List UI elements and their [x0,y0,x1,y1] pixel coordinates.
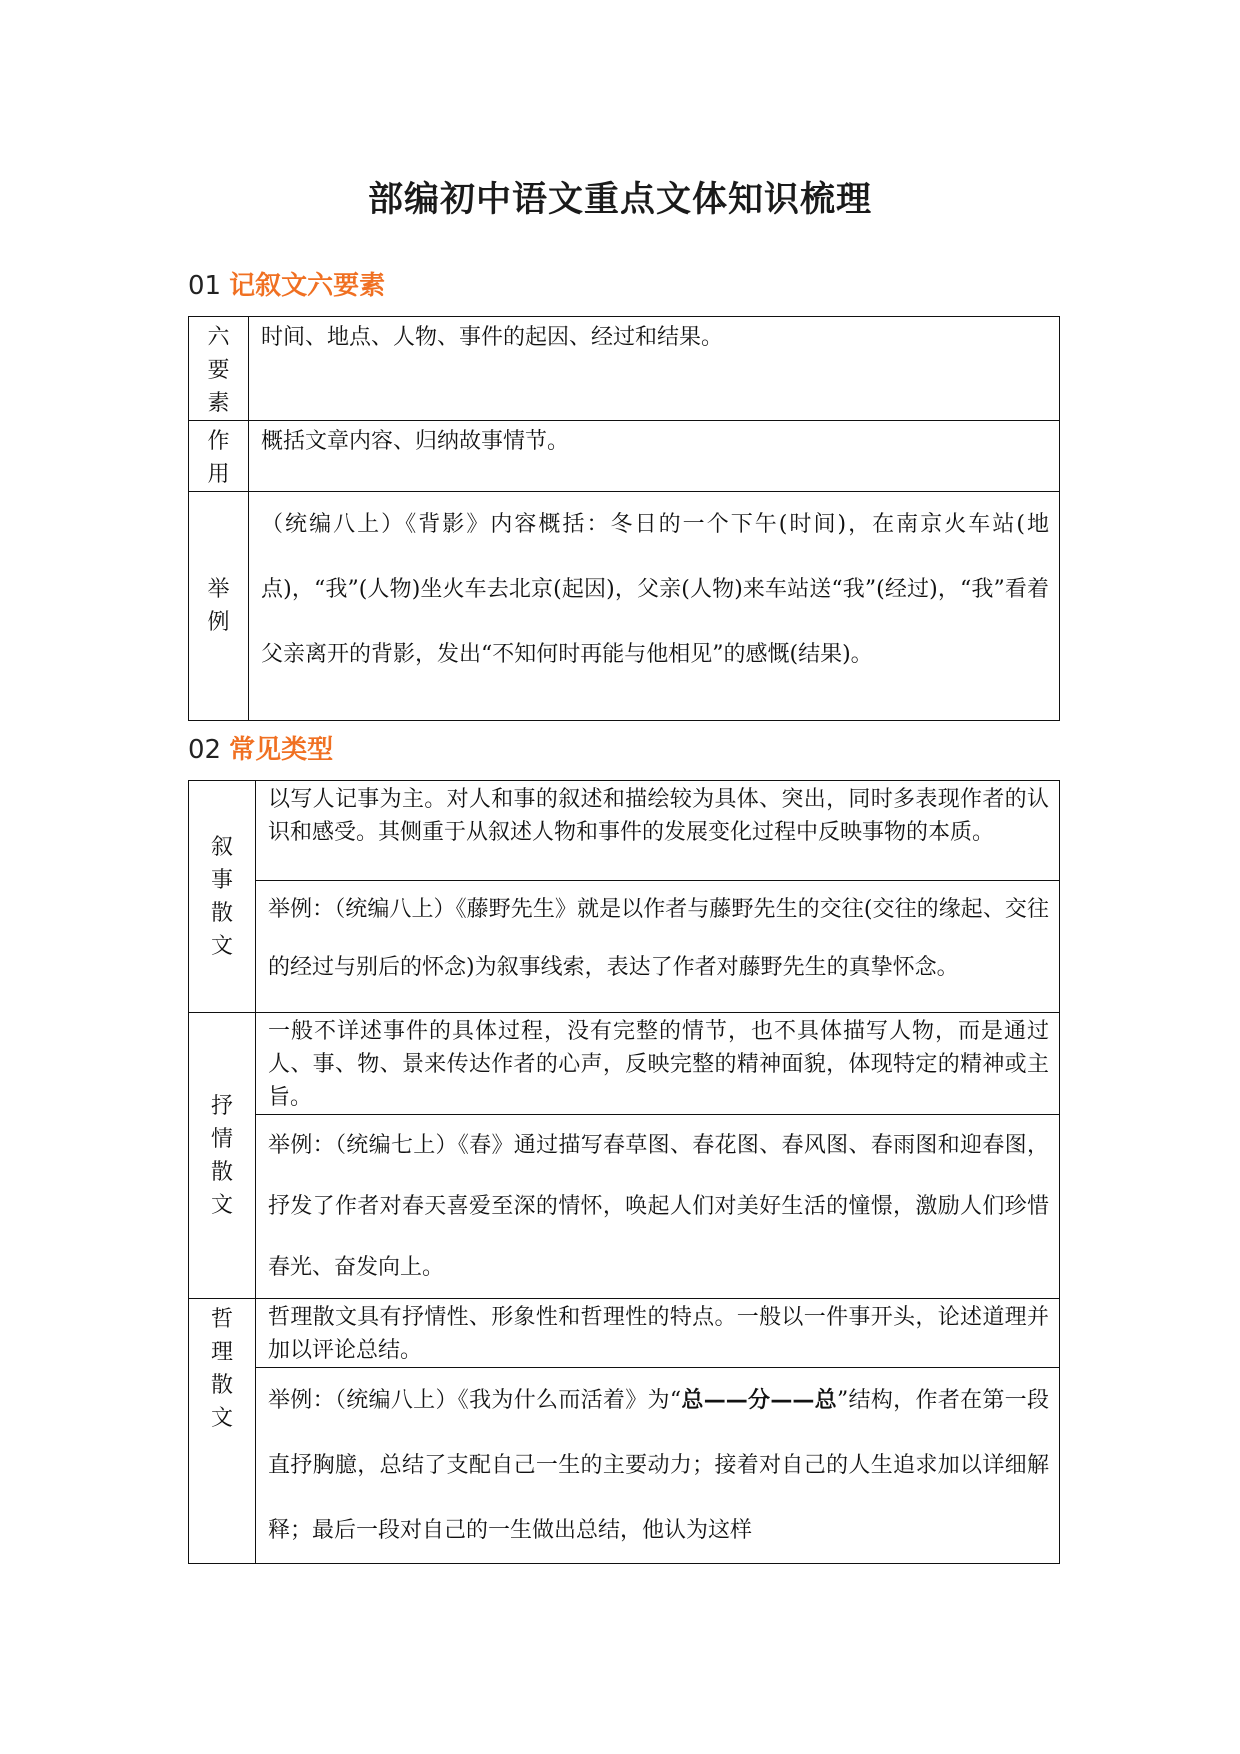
type-label-text: 抒 情 散 文 [210,1093,233,1218]
row-content: 时间、地点、人物、事件的起因、经过和结果。 [249,317,1060,421]
row-label [189,421,249,492]
section-heading-1 [188,265,385,302]
type-label [189,1299,256,1564]
table-row [189,317,1060,421]
type-example: 举例：（统编七上）《春》通过描写春草图、春花图、春风图、春雨图和迎春图，抒发了作者对春天喜爱至深的情怀，唤起人们对美好生活的憧憬，激励人们珍惜春光、奋发向上。 [256,1115,1060,1299]
type-label [189,781,256,1013]
type-label [189,1013,256,1299]
type-label-text: 哲 理 散 文 [210,1307,233,1431]
type-example [256,1368,1060,1564]
table-row [189,1013,1060,1115]
table-row [189,421,1060,492]
row-label-text: 举 例 [207,577,230,635]
table-row [189,881,1060,1013]
row-label-text: 作 用 [207,429,230,487]
row-content: 概括文章内容、归纳故事情节。 [249,421,1060,492]
example-text-pre: 举例：（统编八上）《我为什么而活着》为“ [268,1388,682,1413]
section-number: 01 [188,271,222,301]
section-number: 02 [188,735,222,765]
table-row [189,1368,1060,1564]
row-content: （统编八上）《背影》内容概括：冬日的一个下午(时间)，在南京火车站(地点)，“我”(人物)坐火车去北京(起因)，父亲(人物)来车站送“我”(经过)，“我”看着父亲离开的背影，发出“不知何时再能与他相见”的感慨(结果)。 [249,492,1060,721]
section-name: 记叙文六要素 [229,271,386,301]
example-text-post: ”结构，作者在第一段直抒胸臆，总结了支配自己一生的主要动力；接着对自己的人生追求加以详细解释；最后一段对自己的一生做出总结，他认为这样 [268,1388,1049,1543]
types-table [188,780,1060,1564]
table-row [189,1115,1060,1299]
table-row [189,1299,1060,1368]
table-row [189,492,1060,721]
table-row [189,781,1060,881]
row-label [189,492,249,721]
type-description: 一般不详述事件的具体过程，没有完整的情节，也不具体描写人物，而是通过人、事、物、景来传达作者的心声，反映完整的精神面貌，体现特定的精神或主旨。 [256,1013,1060,1115]
row-label-text: 六 要 素 [207,325,230,416]
type-description: 以写人记事为主。对人和事的叙述和描绘较为具体、突出，同时多表现作者的认识和感受。其侧重于从叙述人物和事件的发展变化过程中反映事物的本质。 [256,781,1060,881]
section-name: 常见类型 [229,735,334,765]
page-title: 部编初中语文重点文体知识梳理 [367,180,872,220]
example-structure-emphasis: 总——分——总 [681,1388,837,1413]
type-example: 举例：（统编八上）《藤野先生》就是以作者与藤野先生的交往(交往的缘起、交往的经过与别后的怀念)为叙事线索，表达了作者对藤野先生的真挚怀念。 [256,881,1060,1013]
section-heading-2 [188,729,333,766]
type-description: 哲理散文具有抒情性、形象性和哲理性的特点。一般以一件事开头，论述道理并加以评论总结。 [256,1299,1060,1368]
elements-table [188,316,1060,721]
row-label [189,317,249,421]
type-label-text: 叙 事 散 文 [210,834,233,959]
